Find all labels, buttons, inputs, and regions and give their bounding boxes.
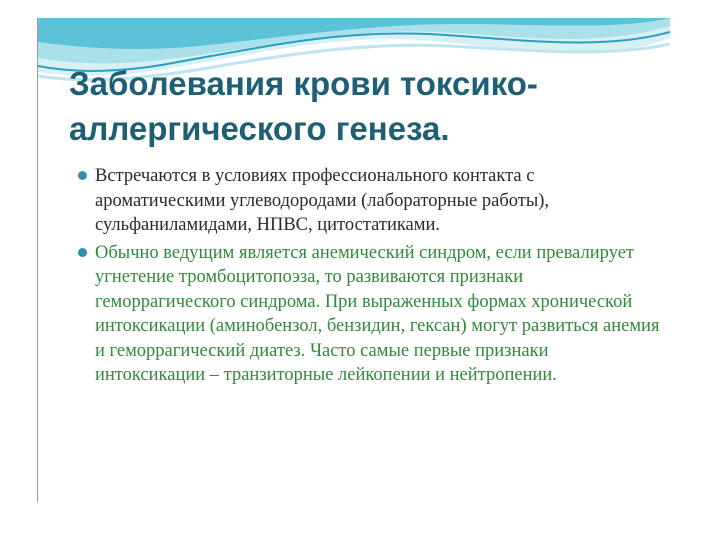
slide xyxy=(37,18,670,502)
bullet-item xyxy=(78,241,663,388)
bullet-list xyxy=(78,164,663,388)
slide-title: Заболевания крови токсико-аллергического генеза. xyxy=(69,65,538,147)
bullet-text: Встречаются в условиях профессионального контакта с ароматическими углеводородами (лабораторные работы), сульфаниламидами, НПВС, цитостатиками. xyxy=(95,166,550,235)
bullet-text: Обычно ведущим является анемический синдром, если превалирует угнетение тромбоцитопоэза, то развиваются признаки геморрагического синдрома. При выраженных формах хронической интоксикации (аминобензол, бензидин, гексан) могут развиться анемия и геморрагический диатез. Часто самые первые признаки интоксикации – транзиторные лейкопении и нейтропении. xyxy=(95,242,660,385)
bullet-dot-icon xyxy=(78,171,87,180)
bullet-dot-icon xyxy=(78,248,87,257)
bullet-item xyxy=(78,164,663,238)
